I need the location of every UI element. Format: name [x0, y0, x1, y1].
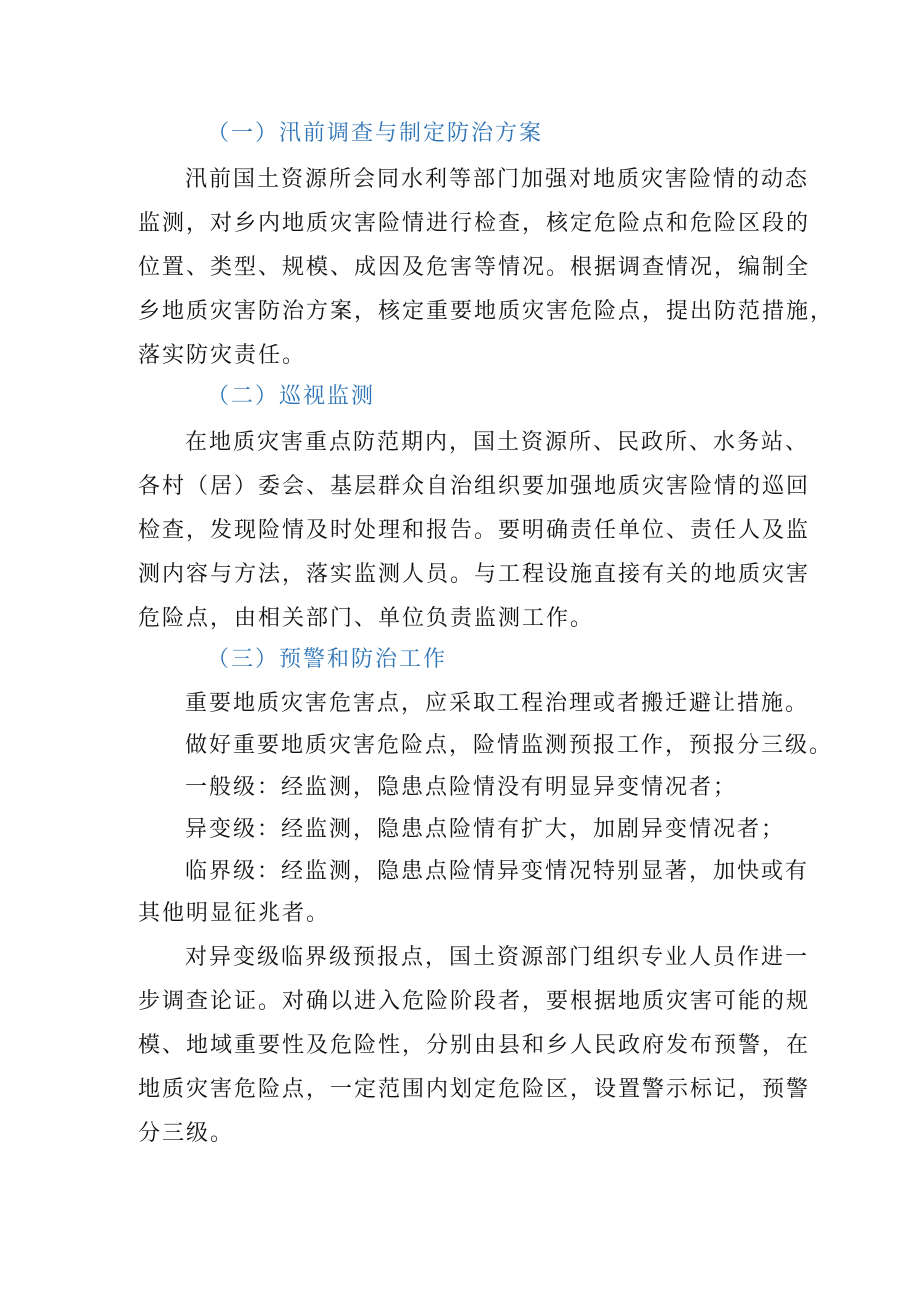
paragraph-line: 在地质灾害重点防范期内，国土资源所、民政所、水务站、 [185, 430, 810, 455]
paragraph-line: 临界级：经监测，隐患点险情异变情况特别显著，加快或有 [185, 859, 810, 884]
paragraph-line: 落实防灾责任。 [138, 343, 307, 368]
paragraph-line: 位置、类型、规模、成因及危害等情况。根据调查情况，编制全 [138, 255, 811, 280]
paragraph-line: 模、地域重要性及危险性，分别由县和乡人民政府发布预警，在 [138, 1033, 811, 1058]
paragraph-line: 危险点，由相关部门、单位负责监测工作。 [138, 606, 595, 631]
paragraph-line: 乡地质灾害防治方案，核定重要地质灾害危险点，提出防范措施， [138, 299, 835, 324]
paragraph-line: 做好重要地质灾害危险点，险情监测预报工作，预报分三级。 [185, 733, 834, 758]
paragraph-line: 各村（居）委会、基层群众自治组织要加强地质灾害险情的巡回 [138, 474, 811, 499]
paragraph-line: 一般级：经监测，隐患点险情没有明显异变情况者； [185, 775, 738, 800]
paragraph-line: 测内容与方法，落实监测人员。与工程设施直接有关的地质灾害 [138, 562, 811, 587]
paragraph-line: 对异变级临界级预报点，国土资源部门组织专业人员作进一 [185, 945, 810, 970]
section-heading-3: （三）预警和防治工作 [207, 647, 448, 672]
section-heading-1: （一）汛前调查与制定防治方案 [207, 121, 544, 146]
paragraph-line: 地质灾害危险点，一定范围内划定危险区，设置警示标记，预警 [138, 1077, 811, 1102]
paragraph-line: 汛前国土资源所会同水利等部门加强对地质灾害险情的动态 [185, 167, 810, 192]
paragraph-line: 分三级。 [138, 1121, 235, 1146]
paragraph-line: 步调查论证。对确以进入危险阶段者，要根据地质灾害可能的规 [138, 989, 811, 1014]
paragraph-line: 检查，发现险情及时处理和报告。要明确责任单位、责任人及监 [138, 518, 811, 543]
paragraph-line: 其他明显征兆者。 [138, 901, 331, 926]
paragraph-line: 监测，对乡内地质灾害险情进行检查，核定危险点和危险区段的 [138, 211, 811, 236]
paragraph-line: 异变级：经监测，隐患点险情有扩大，加剧异变情况者； [185, 817, 786, 842]
paragraph-line: 重要地质灾害危害点，应采取工程治理或者搬迁避让措施。 [185, 691, 810, 716]
section-heading-2: （二）巡视监测 [207, 384, 376, 409]
